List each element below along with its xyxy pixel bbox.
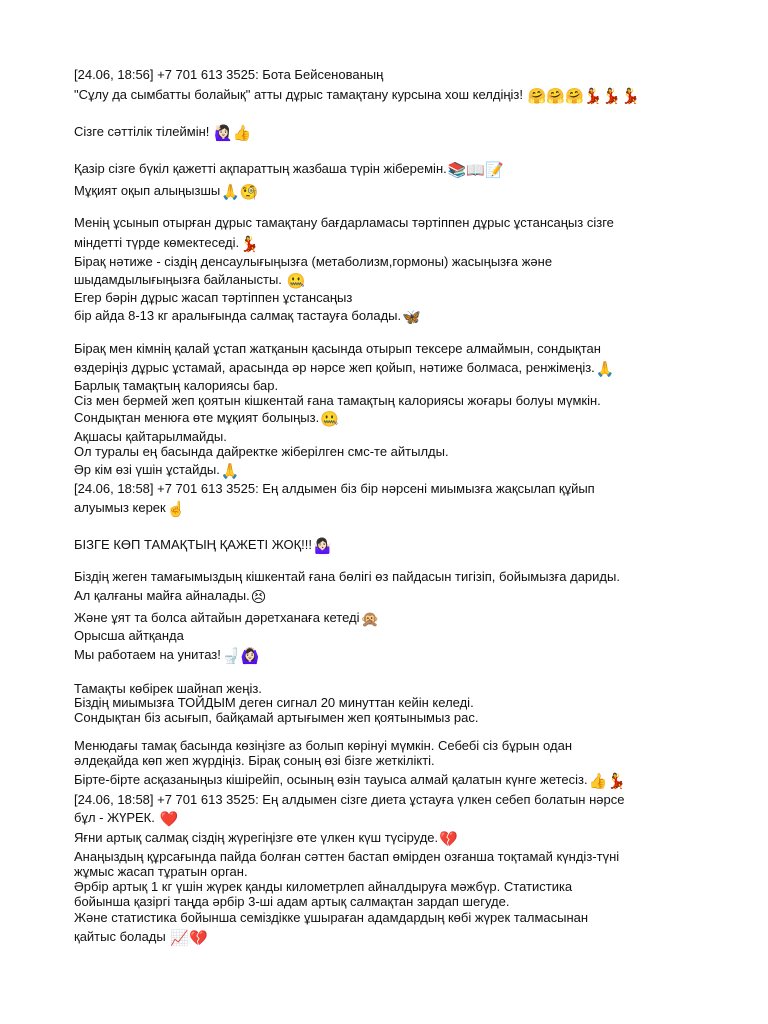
document-line [74,894,734,910]
document-line [74,378,734,394]
document-line [74,500,734,518]
document-line [74,610,734,628]
toilet-woman-emoji-icon: 🚽🙆🏻‍♀️ [221,648,260,665]
document-line [74,360,734,378]
line-text: Барлық тамақтың калориясы бар. [74,378,279,393]
line-text: Менюдағы тамақ басында көзіңізге аз болып көрінуі мүмкін. Себебі сіз бұрын одан [74,738,572,753]
document-line [74,695,734,711]
line-text: Сізге сәттілік тілеймін! [74,124,213,139]
document-line [74,308,734,326]
document-line [74,792,734,808]
document-line [74,647,734,665]
line-text: қайтыс болады [74,929,170,944]
pray-emoji-icon: 🙏 [595,361,615,378]
document-line [74,429,734,445]
line-text: Сондықтан менюға өте мұқият болыңыз. [74,410,320,425]
line-text: өздеріңіз дұрыс ұстамай, арасында әр нәрсе жеп қойып, нәтиже болмаса, ренжімеңіз. [74,360,595,375]
line-text: бір айда 8-13 кг аралығында салмақ тастауға болады. [74,308,402,323]
line-text: Ақшасы қайтарылмайды. [74,429,227,444]
line-text: міндетті түрде көмектеседі. [74,235,240,250]
butterfly-emoji-icon: 🦋 [402,309,421,326]
line-text: әлдеқайда көп жеп жүрдіңіз. Бірақ соның өзі бізге жеткілікті. [74,753,435,768]
zipper-mouth-emoji-icon: 🤐 [286,273,306,290]
line-text: Бірақ мен кімнің қалай ұстап жатқанын қасында отырып тексере алмаймын, сондықтан [74,341,601,356]
document-line [74,879,734,895]
document-line [74,772,734,790]
line-text: [24.06, 18:58] +7 701 613 3525: Ең алдымен сізге диета ұстауға үлкен себеп болатын нәрсе [74,792,625,807]
document-line [74,569,734,585]
chart-broken-heart-emoji-icon: 📈💔 [170,930,208,947]
document-line [74,272,734,290]
persevering-face-emoji-icon: 😣 [250,589,267,606]
line-text: Ал қалғаны майға айналады. [74,588,250,603]
document-line [74,537,734,555]
line-text: "Сұлу да сымбатты болайық" атты дұрыс тамақтану курсына хош келдіңіз! [74,87,527,102]
red-heart-emoji-icon: ❤️ [159,811,179,828]
document-line [74,235,734,253]
line-text: Әр кім өзі үшін ұстайды. [74,462,220,477]
broken-heart-emoji-icon: 💔 [439,831,458,848]
line-text: бойынша қазіргі таңда әрбір 3-ші адам артық салмақтан зардап шегуде. [74,894,510,909]
line-text: Мұқият оқып алыңызшы [74,183,221,198]
document-line [74,341,734,357]
document-line [74,710,734,726]
document-line [74,67,734,83]
line-text: Орысша айтқанда [74,628,184,643]
line-text: жұмыс жасап тұратын орган. [74,864,248,879]
line-text: [24.06, 18:56] +7 701 613 3525: Бота Бейсенованың [74,67,384,82]
document-line [74,254,734,270]
line-text: Әрбір артық 1 кг үшін жүрек қанды километрлеп айналдыруға мәжбүр. Статистика [74,879,573,894]
index-pointing-up-emoji-icon: ☝️ [166,501,186,518]
document-line [74,393,734,409]
document-line [74,628,734,644]
line-text: Сондықтан біз асығып, байқамай артығымен жеп қоятынымыз рас. [74,710,479,725]
line-text: бұл - ЖҮРЕК. [74,810,159,825]
line-text: Менің ұсынып отырған дұрыс тамақтану бағдарламасы тәртіппен дұрыс ұстансаңыз сізге [74,215,614,230]
line-text: Қазір сізге бүкіл қажетті ақпараттың жазбаша түрін жіберемін. [74,161,447,176]
speak-no-evil-monkey-emoji-icon: 🙊 [360,611,380,628]
document-line [74,910,734,926]
hugging-dancer-emoji-icon: 🤗🤗🤗💃💃💃 [527,88,640,105]
line-text: БІЗГЕ КӨП ТАМАҚТЫҢ ҚАЖЕТІ ЖОҚ!!! [74,537,312,552]
line-text: Біздің миымызға ТОЙДЫМ деген сигнал 20 минуттан кейін келеді. [74,695,474,710]
document-line [74,161,734,179]
document-line [74,215,734,231]
document-line [74,410,734,428]
document-line [74,481,734,497]
document-line [74,124,734,142]
pray-emoji-icon: 🙏 [220,463,240,480]
line-text: шыдамдылығыңызға байланысты. [74,272,286,287]
pray-monocle-emoji-icon: 🙏🧐 [221,184,259,201]
dancer-emoji-icon: 💃 [240,236,259,253]
line-text: алуымыз керек [74,500,166,515]
woman-raising-hand-thumbs-up-emoji-icon: 🙋🏻‍♀️👍 [213,125,252,142]
document-line [74,864,734,880]
line-text: Анаңыздың құрсағында пайда болған сәттен бастап өмірден озғанша тоқтамай күндіз-түні [74,849,620,864]
document-line [74,444,734,460]
line-text: Сіз мен бермей жеп қоятын кішкентай ғана тамақтың калориясы жоғары болуы мүмкін. [74,393,601,408]
line-text: [24.06, 18:58] +7 701 613 3525: Ең алдымен біз бір нәрсені миымызға жақсылап құйып [74,481,595,496]
line-text: Тамақты көбірек шайнап жеңіз. [74,681,262,696]
document-line [74,87,734,105]
line-text: Ол туралы ең басында дайректке жіберілген смс-те айтылды. [74,444,449,459]
document-line [74,810,734,828]
books-memo-emoji-icon: 📚📖📝 [447,162,504,179]
document-line [74,738,734,754]
line-text: Мы работаем на унитаз! [74,647,221,662]
line-text: Біздің жеген тамағымыздың кішкентай ғана бөлігі өз пайдасын тигізіп, бойымызға дариды. [74,569,620,584]
document-line [74,183,734,201]
woman-shrugging-emoji-icon: 🤷🏻‍♀️ [312,538,332,555]
document-line [74,830,734,848]
document-line [74,588,734,606]
line-text: Бірте-бірте асқазаныңыз кішірейіп, осының өзін тауыса алмай қалатын күнге жетесіз. [74,772,588,787]
line-text: Және статистика бойынша семіздікке ұшыраған адамдардың көбі жүрек талмасынан [74,910,589,925]
line-text: Және ұят та болса айтайын дәретханаға кетеді [74,610,360,625]
document-line [74,462,734,480]
document-line [74,849,734,865]
line-text: Яғни артық салмақ сіздің жүрегіңізге өте үлкен күш түсіруде. [74,830,439,845]
document-line [74,290,734,306]
zipper-mouth-emoji-icon: 🤐 [320,411,339,428]
line-text: Егер бәрін дұрыс жасап тәртіппен ұстансаңыз [74,290,353,305]
thumbs-up-dancer-emoji-icon: 👍💃 [588,773,626,790]
line-text: Бірақ нәтиже - сіздің денсаулығыңызға (метаболизм,гормоны) жасыңызға және [74,254,553,269]
document-line [74,929,734,947]
document-line [74,753,734,769]
